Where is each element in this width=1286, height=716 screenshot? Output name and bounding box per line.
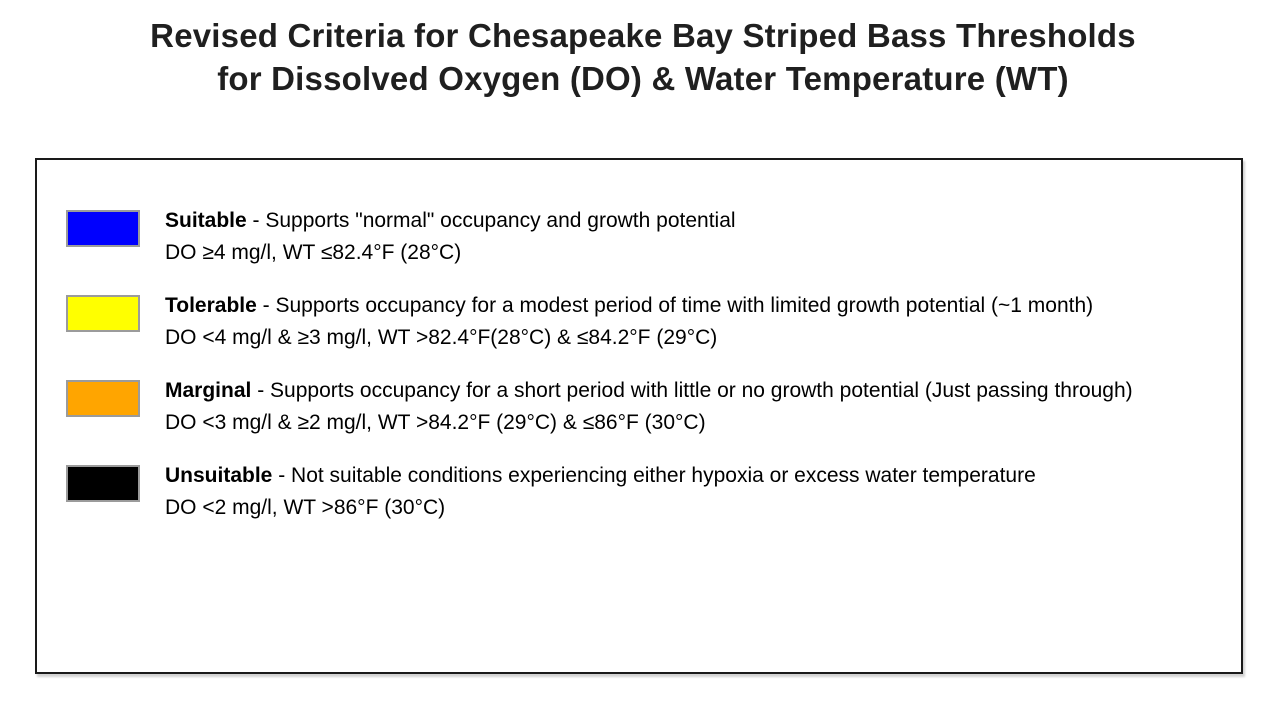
tolerable-color-swatch xyxy=(66,295,140,332)
legend-entry-criteria: DO <3 mg/l & ≥2 mg/l, WT >84.2°F (29°C) & ≤86°F (30°C) xyxy=(165,411,706,434)
suitable-color-swatch xyxy=(66,210,140,247)
legend-entry-text xyxy=(165,290,1223,354)
legend-entry-name: Marginal xyxy=(165,379,252,402)
marginal-color-swatch xyxy=(66,380,140,417)
legend-entry-text xyxy=(165,205,1223,269)
legend-entry-suitable xyxy=(66,205,1223,269)
page-title-line-1: Revised Criteria for Chesapeake Bay Striped Bass Thresholds xyxy=(150,17,1136,54)
legend-entry-description xyxy=(165,375,1223,407)
page-title xyxy=(0,14,1286,100)
legend-entry-name: Suitable xyxy=(165,209,247,232)
legend-entry-description xyxy=(165,290,1223,322)
legend-entry-desc-text: - Not suitable conditions experiencing either hypoxia or excess water temperature xyxy=(278,464,1036,487)
legend-entry-unsuitable xyxy=(66,460,1223,524)
legend-entry-text xyxy=(165,375,1223,439)
legend-entry-desc-text: - Supports "normal" occupancy and growth potential xyxy=(252,209,736,232)
legend-entry-criteria: DO ≥4 mg/l, WT ≤82.4°F (28°C) xyxy=(165,241,462,264)
legend-entry-tolerable xyxy=(66,290,1223,354)
legend-entry-desc-text: - Supports occupancy for a modest period of time with limited growth potential (~1 month) xyxy=(262,294,1094,317)
legend-entry-name: Unsuitable xyxy=(165,464,273,487)
legend-entry-description xyxy=(165,205,1223,237)
legend-entry-marginal xyxy=(66,375,1223,439)
page-title-line-2: for Dissolved Oxygen (DO) & Water Temperature (WT) xyxy=(217,60,1069,97)
legend-box xyxy=(35,158,1243,674)
unsuitable-color-swatch xyxy=(66,465,140,502)
legend-entry-desc-text: - Supports occupancy for a short period with little or no growth potential (Just passing through) xyxy=(257,379,1133,402)
legend-entry-description xyxy=(165,460,1223,492)
legend-entry-text xyxy=(165,460,1223,524)
legend-entry-criteria: DO <4 mg/l & ≥3 mg/l, WT >82.4°F(28°C) & ≤84.2°F (29°C) xyxy=(165,326,718,349)
legend-entry-name: Tolerable xyxy=(165,294,257,317)
legend-entry-criteria: DO <2 mg/l, WT >86°F (30°C) xyxy=(165,496,446,519)
